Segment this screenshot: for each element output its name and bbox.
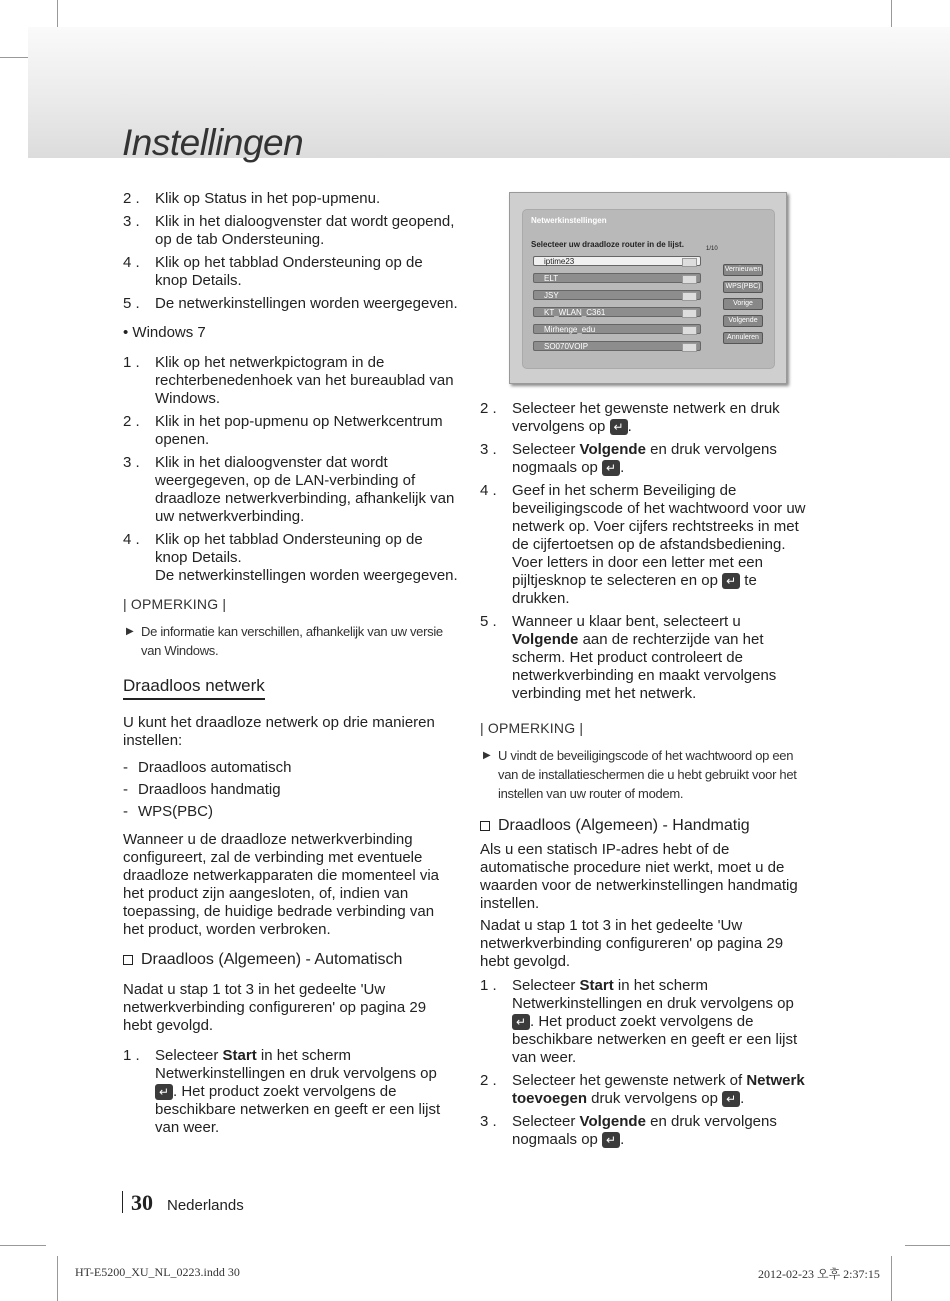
triangle-bullet-icon: ▶	[483, 750, 491, 761]
paragraph: U kunt het draadloze netwerk op drie manieren instellen:	[123, 714, 435, 749]
network-item[interactable]	[533, 273, 701, 283]
enter-key-icon: ↵	[722, 573, 740, 589]
step-bold: Volgende	[579, 1113, 646, 1130]
note-body: De informatie kan verschillen, afhankelijk van uw versie van Windows.	[141, 624, 443, 658]
page-number	[122, 1190, 153, 1216]
step-bold: Start	[579, 977, 614, 994]
paragraph: Nadat u stap 1 tot 3 in het gedeelte 'Uw netwerkverbinding configureren' op pagina 29 hebt gevolgd.	[123, 981, 427, 1034]
step-text: en druk vervolgens nogmaals op	[512, 1113, 777, 1148]
enter-key-icon: ↵	[512, 1014, 530, 1030]
list-item	[123, 1047, 458, 1137]
step-bold: Volgende	[512, 631, 579, 648]
list-item	[480, 977, 810, 1067]
step-text: .	[620, 1131, 625, 1148]
dialog-panel	[522, 209, 775, 369]
step-text: in het scherm Netwerkinstellingen en druk vervolgens op	[512, 977, 794, 1012]
signal-icon	[682, 326, 697, 335]
paragraph: Nadat u stap 1 tot 3 in het gedeelte 'Uw netwerkverbinding configureren' op pagina 29 hebt gevolgd.	[480, 917, 784, 970]
signal-icon	[682, 309, 697, 318]
list-item	[123, 295, 458, 313]
note-heading: | OPMERKING |	[123, 596, 227, 612]
signal-icon	[682, 275, 697, 284]
network-name: iptime23	[544, 257, 575, 266]
enter-key-icon: ↵	[155, 1084, 173, 1100]
step-text: en druk vervolgens nogmaals op	[512, 441, 777, 476]
step-number: 3 .	[480, 441, 497, 458]
list-item	[480, 1113, 810, 1149]
list-item	[480, 441, 810, 477]
section-title: Draadloos netwerk	[123, 677, 265, 700]
left-column	[123, 190, 458, 1142]
step-number: 1 .	[480, 977, 497, 994]
crop-mark	[891, 1256, 892, 1301]
step-text: Selecteer	[512, 1113, 580, 1130]
list-item	[480, 613, 810, 703]
method-label: WPS(PBC)	[138, 803, 213, 820]
note-text	[123, 622, 458, 660]
step-text: .	[620, 459, 625, 476]
step-number: 1 .	[123, 354, 140, 371]
list-item	[480, 400, 810, 436]
enter-key-icon: ↵	[602, 460, 620, 476]
list-item	[123, 254, 458, 290]
network-name: JSY	[544, 291, 559, 300]
step-text: Klik in het dialoogvenster dat wordt weergegeven, op de LAN-verbinding of draadloze netwerkverbinding, afhankelijk van uw netwerkverbinding.	[155, 454, 455, 525]
network-name: SO070VOIP	[544, 342, 589, 351]
back-button[interactable]: Vorige	[723, 298, 763, 310]
language-label: Nederlands	[167, 1197, 244, 1214]
list-item: - WPS(PBC)	[123, 803, 213, 820]
list-item	[123, 190, 458, 208]
step-text: Klik op het netwerkpictogram in de rechterbenedenhoek van het bureaublad van Windows.	[155, 354, 454, 407]
subsection-title	[480, 817, 810, 835]
signal-icon	[682, 343, 697, 352]
paragraph: Wanneer u de draadloze netwerkverbinding configureert, zal de verbinding met eventuele draadloze netwerkapparaten die momenteel via het product zijn aangesloten, of, indien van toepassing, de huidige bedrade verbinding van het product, worden verbroken.	[123, 831, 440, 938]
list-item: - Draadloos automatisch	[123, 759, 292, 776]
step-bold: Netwerk toevoegen	[512, 1072, 805, 1107]
step-text: Geef in het scherm Beveiliging de beveiligingscode of het wachtwoord voor uw netwerk op. Voer cijfers rechtstreeks in met de cijfertoetsen op de afstandsbediening. Voer letters in door een letter met een pijltjesknop te selecteren en op	[512, 482, 806, 589]
dialog-subtitle: Selecteer uw draadloze router in de lijst.	[531, 240, 684, 249]
step-number: 2 .	[480, 1072, 497, 1089]
step-text: De netwerkinstellingen worden weergegeven.	[155, 295, 458, 312]
network-item[interactable]	[533, 290, 701, 300]
method-label: Draadloos automatisch	[138, 759, 292, 776]
crop-mark	[905, 1245, 950, 1246]
subsection-title	[123, 951, 458, 969]
list-item	[480, 1072, 810, 1108]
refresh-button[interactable]: Vernieuwen	[723, 264, 763, 276]
wps-button[interactable]: WPS(PBC)	[723, 281, 763, 293]
page-title: Instellingen	[122, 122, 304, 163]
step-text: Klik op het tabblad Ondersteuning op de knop Details.	[155, 531, 423, 566]
step-number: 2 .	[123, 413, 140, 430]
subsection-label: Draadloos (Algemeen) - Handmatig	[498, 817, 750, 834]
step-number: 2 .	[480, 400, 497, 417]
step-text: Selecteer	[512, 977, 580, 994]
step-number: 4 .	[123, 531, 140, 548]
note-body: U vindt de beveiligingscode of het wachtwoord op een van de installatieschermen die u hebt gebruikt voor het instellen van uw router of modem.	[498, 748, 797, 801]
crop-mark	[57, 1256, 58, 1301]
print-date: 2012-02-23 오후 2:37:15	[758, 1267, 880, 1281]
step-number: 4 .	[123, 254, 140, 271]
step-number: 3 .	[123, 213, 140, 230]
cancel-button[interactable]: Annuleren	[723, 332, 763, 344]
step-text: Wanneer u klaar bent, selecteert u	[512, 613, 741, 630]
step-number: 1 .	[123, 1047, 140, 1064]
list-item	[123, 454, 458, 526]
checkbox-icon	[123, 955, 133, 965]
network-name: Mirhenge_edu	[544, 325, 596, 334]
paragraph: Als u een statisch IP-adres hebt of de automatische procedure niet werkt, moet u de waarden voor de netwerkinstellingen handmatig instellen.	[480, 841, 798, 912]
network-item[interactable]	[533, 324, 701, 334]
list-item	[123, 354, 458, 408]
network-name: KT_WLAN_C361	[544, 308, 606, 317]
list-item: - Draadloos handmatig	[123, 781, 281, 798]
subsection-label: Draadloos (Algemeen) - Automatisch	[141, 951, 403, 968]
step-text: Klik in het dialoogvenster dat wordt geopend, op de tab Ondersteuning.	[155, 213, 455, 248]
step-text: aan de rechterzijde van het scherm. Het product controleert de netwerkverbinding en maakt vervolgens verbinding met het netwerk.	[512, 631, 777, 702]
signal-icon	[682, 258, 697, 267]
step-text: Klik in het pop-upmenu op Netwerkcentrum openen.	[155, 413, 443, 448]
file-name: HT-E5200_XU_NL_0223.indd 30	[75, 1265, 240, 1279]
list-item	[123, 413, 458, 449]
step-text: Selecteer	[512, 441, 580, 458]
right-column	[480, 400, 810, 1154]
step-text: . Het product zoekt vervolgens de beschikbare netwerken en geeft er een lijst van weer.	[155, 1083, 441, 1136]
note-text	[480, 746, 810, 803]
step-number: 2 .	[123, 190, 140, 207]
step-text: . Het product zoekt vervolgens de beschikbare netwerken en geeft er een lijst van weer.	[512, 1013, 798, 1066]
network-item[interactable]	[533, 307, 701, 317]
signal-icon	[682, 292, 697, 301]
triangle-bullet-icon: ▶	[126, 626, 134, 637]
page-number-value: 30	[131, 1190, 153, 1215]
network-settings-screenshot	[509, 192, 787, 384]
step-number: 4 .	[480, 482, 497, 499]
step-number: 5 .	[123, 295, 140, 312]
step-text: .	[740, 1090, 745, 1107]
step-text: .	[627, 418, 632, 435]
dialog-title: Netwerkinstellingen	[531, 216, 607, 225]
step-text: in het scherm Netwerkinstellingen en druk vervolgens op	[155, 1047, 437, 1082]
step-bold: Volgende	[579, 441, 646, 458]
method-label: Draadloos handmatig	[138, 781, 281, 798]
checkbox-icon	[480, 821, 490, 831]
network-item[interactable]	[533, 341, 701, 351]
enter-key-icon: ↵	[602, 1132, 620, 1148]
step-number: 3 .	[123, 454, 140, 471]
list-item	[123, 213, 458, 249]
enter-key-icon: ↵	[610, 419, 628, 435]
note-heading: | OPMERKING |	[480, 720, 584, 736]
network-name: ELT	[544, 274, 559, 283]
step-text: druk vervolgens op	[587, 1090, 723, 1107]
bullet-windows7: • Windows 7	[123, 324, 206, 341]
step-text: Selecteer het gewenste netwerk en druk vervolgens op	[512, 400, 780, 435]
step-bold: Start	[222, 1047, 257, 1064]
next-button[interactable]: Volgende	[723, 315, 763, 327]
step-text: De netwerkinstellingen worden weergegeven.	[155, 567, 458, 584]
step-text: Selecteer	[155, 1047, 223, 1064]
step-text: Klik op Status in het pop-upmenu.	[155, 190, 381, 207]
enter-key-icon: ↵	[722, 1091, 740, 1107]
page-count: 1/10	[706, 246, 718, 252]
step-number: 3 .	[480, 1113, 497, 1130]
step-text: Selecteer het gewenste netwerk of	[512, 1072, 747, 1089]
network-item[interactable]	[533, 256, 701, 266]
list-item	[123, 531, 458, 585]
step-text: Klik op het tabblad Ondersteuning op de knop Details.	[155, 254, 423, 289]
step-number: 5 .	[480, 613, 497, 630]
list-item	[480, 482, 810, 608]
step-text: te drukken.	[512, 572, 757, 607]
crop-mark	[0, 1245, 46, 1246]
